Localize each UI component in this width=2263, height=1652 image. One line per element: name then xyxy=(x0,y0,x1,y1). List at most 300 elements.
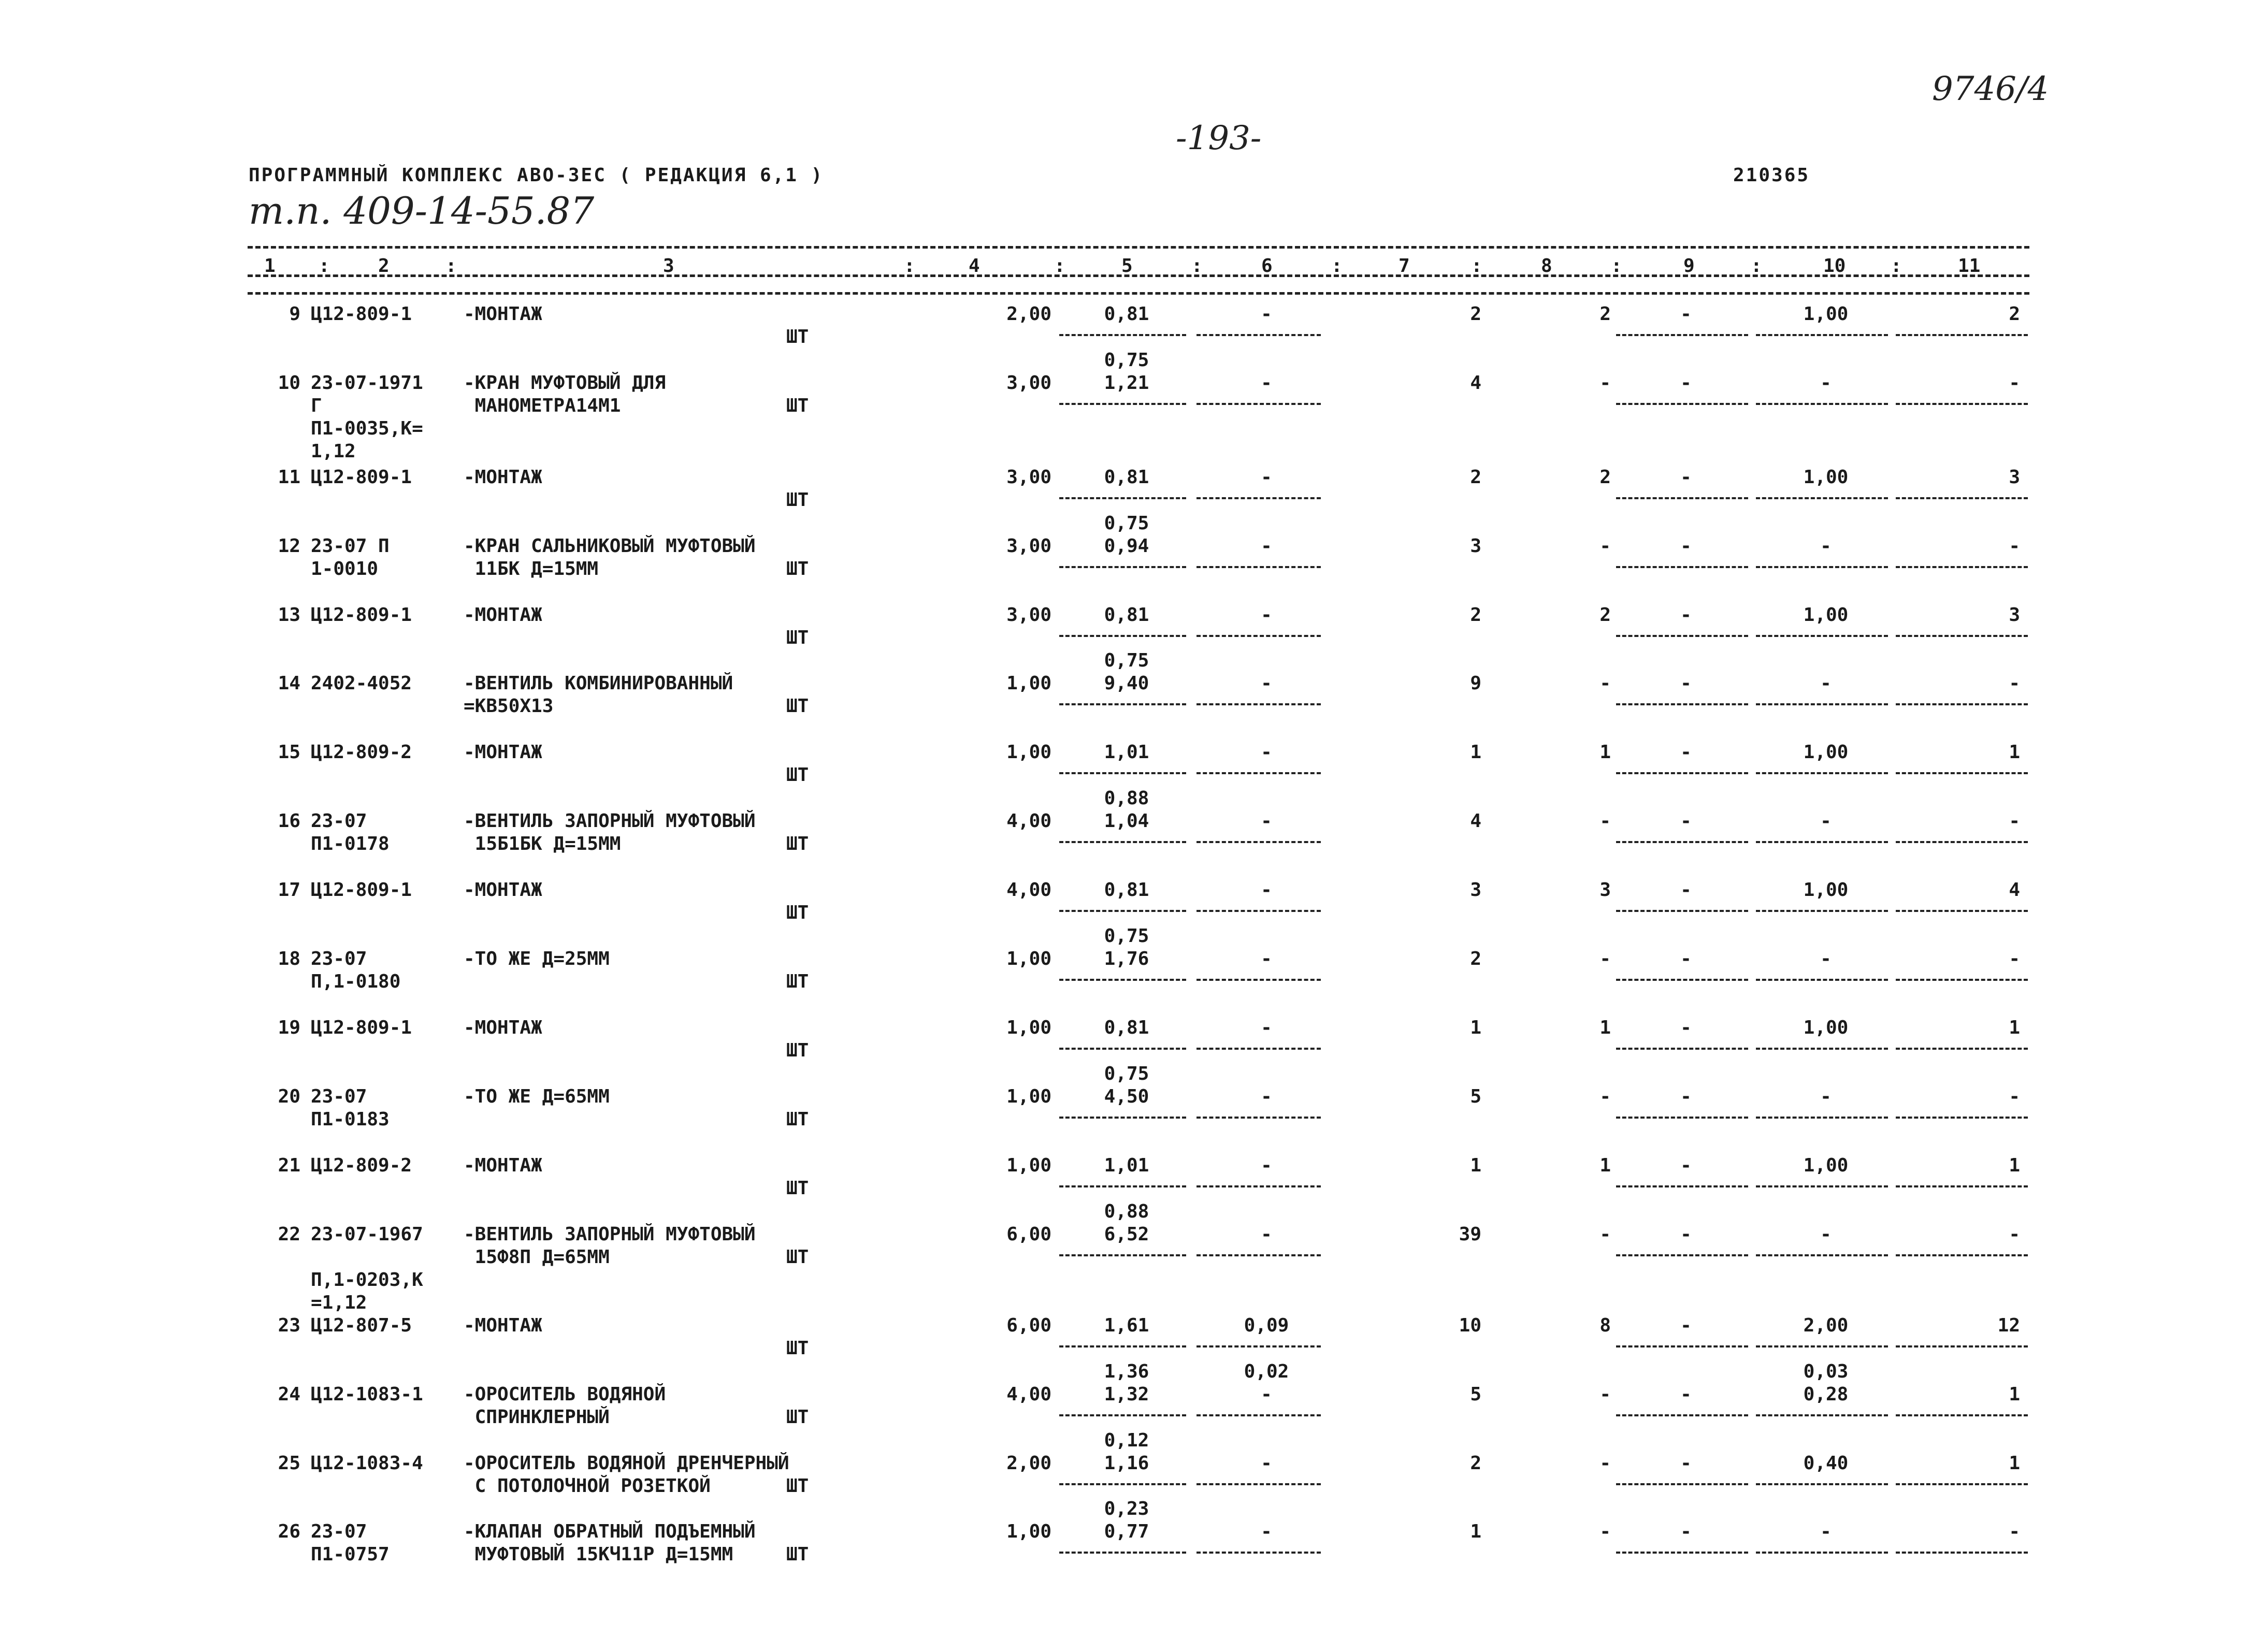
col11-value: 4 xyxy=(2009,879,2020,901)
col9-value: - xyxy=(1680,810,1692,832)
col7-value: 2 xyxy=(1470,948,1481,969)
unit-cell: ШТ xyxy=(786,1407,809,1428)
quantity-cell: 3,00 xyxy=(1006,467,1051,488)
col6-value: 0,09 xyxy=(1244,1315,1289,1336)
column-separator: : xyxy=(445,255,457,277)
col9-value: - xyxy=(1680,467,1692,488)
cell-underline xyxy=(1059,703,1186,705)
cell-underline xyxy=(1197,703,1321,705)
quantity-cell: 1,00 xyxy=(1006,742,1051,763)
cell-underline xyxy=(1756,1185,1888,1187)
cell-underline xyxy=(1059,403,1186,405)
cell-underline xyxy=(1197,403,1321,405)
quantity-cell: 1,00 xyxy=(1006,1521,1051,1542)
row-number: 12 xyxy=(278,535,300,557)
cell-underline xyxy=(1059,1552,1186,1554)
cell-underline xyxy=(1059,772,1186,774)
code-cell: Ц12-1083-1 xyxy=(311,1384,423,1405)
col10-value: - xyxy=(1820,948,1832,969)
quantity-cell: 2,00 xyxy=(1006,1453,1051,1474)
unit-cell: ШТ xyxy=(786,1247,809,1268)
col8-value: - xyxy=(1599,1224,1611,1245)
cell-underline xyxy=(1756,1048,1888,1050)
column-separator: : xyxy=(1611,255,1622,277)
cell-underline xyxy=(1896,1483,2028,1485)
code-cell: 2402-4052 xyxy=(311,673,412,694)
cell-underline xyxy=(1197,841,1321,843)
col5-value: 0,81 xyxy=(1104,604,1149,626)
col9-value: - xyxy=(1680,1155,1692,1176)
name-cell: -МОНТАЖ xyxy=(464,604,542,626)
cell-underline xyxy=(1616,1483,1748,1485)
col11-value: 3 xyxy=(2009,467,2020,488)
cell-underline xyxy=(1616,1254,1748,1256)
column-header-6: 6 xyxy=(1261,255,1273,277)
cell-underline xyxy=(1059,1414,1186,1416)
col8-value: 1 xyxy=(1599,742,1611,763)
cell-underline xyxy=(1059,1345,1186,1347)
name-cell: -ВЕНТИЛЬ ЗАПОРНЫЙ МУФТОВЫЙ 15Б1БК Д=15ММ xyxy=(464,810,756,854)
col5-value: 6,52 xyxy=(1104,1224,1149,1245)
column-header-5: 5 xyxy=(1121,255,1133,277)
cell-underline xyxy=(1197,334,1321,336)
col11-value: - xyxy=(2009,810,2020,832)
cell-underline xyxy=(1896,1185,2028,1187)
cell-underline xyxy=(1896,772,2028,774)
col10-value: 1,00 xyxy=(1803,1155,1849,1176)
col8-value: - xyxy=(1599,948,1611,969)
unit-cell: ШТ xyxy=(786,558,809,579)
col11-value: 1 xyxy=(2009,1384,2020,1405)
col7-value: 5 xyxy=(1470,1384,1481,1405)
col5-value: 1,01 xyxy=(1104,742,1149,763)
col9-value: - xyxy=(1680,1384,1692,1405)
quantity-cell: 4,00 xyxy=(1006,879,1051,901)
cell-underline xyxy=(1616,1414,1748,1416)
col9-value: - xyxy=(1680,1224,1692,1245)
program-title: ПРОГРАММНЫЙ КОМПЛЕКС АВО-3ЕС ( РЕДАКЦИЯ 6,1 ) xyxy=(249,165,824,186)
cell-underline xyxy=(1616,910,1748,912)
col11-value: - xyxy=(2009,1086,2020,1107)
cell-underline xyxy=(1059,1185,1186,1187)
cell-underline xyxy=(1896,1552,2028,1554)
col5-value: 0,81 xyxy=(1104,879,1149,901)
col5-value: 1,21 xyxy=(1104,372,1149,394)
unit-cell: ШТ xyxy=(786,1109,809,1130)
col8-value: 1 xyxy=(1599,1017,1611,1038)
name-cell: -КЛАПАН ОБРАТНЫЙ ПОДЪЕМНЫЙ МУФТОВЫЙ 15КЧ11Р Д=15ММ xyxy=(464,1521,756,1565)
col11-value: - xyxy=(2009,1521,2020,1542)
cell-underline xyxy=(1896,334,2028,336)
cell-underline xyxy=(1616,1552,1748,1554)
col7-value: 10 xyxy=(1459,1315,1481,1336)
col11-value: - xyxy=(2009,1224,2020,1245)
col7-value: 1 xyxy=(1470,1017,1481,1038)
col10-value: - xyxy=(1820,1086,1832,1107)
col5-value: 0,77 xyxy=(1104,1521,1149,1542)
column-separator: : xyxy=(1191,255,1203,277)
cell-underline xyxy=(1896,635,2028,637)
col10-value: - xyxy=(1820,535,1832,557)
unit-cell: ШТ xyxy=(786,764,809,786)
row-number: 22 xyxy=(278,1224,300,1245)
cell-underline xyxy=(1197,910,1321,912)
col6-value: - xyxy=(1261,372,1272,394)
col9-value: - xyxy=(1680,1017,1692,1038)
col11-value: 12 xyxy=(1997,1315,2020,1336)
col6-value: - xyxy=(1261,948,1272,969)
cell-underline xyxy=(1197,566,1321,568)
cell-underline xyxy=(1756,635,1888,637)
col11-value: - xyxy=(2009,372,2020,394)
page-number: -193- xyxy=(1176,119,1262,157)
cell-underline xyxy=(1756,979,1888,981)
col5-top-value: 0,88 xyxy=(1104,1201,1149,1222)
col5-value: 1,61 xyxy=(1104,1315,1149,1336)
cell-underline xyxy=(1756,703,1888,705)
column-separator: : xyxy=(904,255,915,277)
col6-value: - xyxy=(1261,604,1272,626)
cell-underline xyxy=(1059,1254,1186,1256)
col7-value: 3 xyxy=(1470,535,1481,557)
cell-underline xyxy=(1896,403,2028,405)
row-number: 23 xyxy=(278,1315,300,1336)
col7-value: 4 xyxy=(1470,372,1481,394)
col7-value: 2 xyxy=(1470,467,1481,488)
cell-underline xyxy=(1616,703,1748,705)
unit-cell: ШТ xyxy=(786,1338,809,1359)
name-cell: -ОРОСИТЕЛЬ ВОДЯНОЙ СПРИНКЛЕРНЫЙ xyxy=(464,1384,666,1428)
cell-underline xyxy=(1059,566,1186,568)
cell-underline xyxy=(1059,841,1186,843)
cell-underline xyxy=(1896,566,2028,568)
col8-value: - xyxy=(1599,535,1611,557)
code-cell: Ц12-809-1 xyxy=(311,303,412,325)
code-cell: 23-07-1971 Г П1-0035,К= 1,12 xyxy=(311,372,423,462)
cell-underline xyxy=(1197,1414,1321,1416)
col7-value: 1 xyxy=(1470,1155,1481,1176)
quantity-cell: 1,00 xyxy=(1006,1017,1051,1038)
project-code: т.п. 409-14-55.87 xyxy=(249,189,595,233)
col10-value: 1,00 xyxy=(1803,467,1849,488)
col6-value: - xyxy=(1261,879,1272,901)
col11-value: - xyxy=(2009,948,2020,969)
cell-underline xyxy=(1616,334,1748,336)
column-header-9: 9 xyxy=(1683,255,1695,277)
cell-underline xyxy=(1197,635,1321,637)
col5-top-value: 0,23 xyxy=(1104,1498,1149,1519)
column-separator: : xyxy=(319,255,330,277)
col5-top-value: 0,75 xyxy=(1104,1063,1149,1084)
cell-underline xyxy=(1059,1117,1186,1119)
col7-value: 5 xyxy=(1470,1086,1481,1107)
name-cell: -ТО ЖЕ Д=25ММ xyxy=(464,948,610,969)
col10-value: 0,28 xyxy=(1803,1384,1849,1405)
cell-underline xyxy=(1059,497,1186,499)
col6-value: - xyxy=(1261,1453,1272,1474)
col6-value: - xyxy=(1261,673,1272,694)
col6-top-value: 0,02 xyxy=(1244,1361,1289,1382)
col9-value: - xyxy=(1680,1521,1692,1542)
col6-value: - xyxy=(1261,1384,1272,1405)
col11-value: 1 xyxy=(2009,1453,2020,1474)
cell-underline xyxy=(1197,1185,1321,1187)
code-cell: Ц12-809-2 xyxy=(311,1155,412,1176)
row-number: 25 xyxy=(278,1453,300,1474)
cell-underline xyxy=(1756,566,1888,568)
col11-value: 1 xyxy=(2009,1155,2020,1176)
quantity-cell: 4,00 xyxy=(1006,810,1051,832)
document-code: 9746/4 xyxy=(1932,70,2049,108)
row-number: 20 xyxy=(278,1086,300,1107)
cell-underline xyxy=(1896,1345,2028,1347)
cell-underline xyxy=(1197,772,1321,774)
code-cell: 23-07 П 1-0010 xyxy=(311,535,390,579)
name-cell: -ВЕНТИЛЬ ЗАПОРНЫЙ МУФТОВЫЙ 15Ф8П Д=65ММ xyxy=(464,1224,756,1268)
header-bottom-rule-2 xyxy=(248,292,2029,295)
col5-value: 1,32 xyxy=(1104,1384,1149,1405)
unit-cell: ШТ xyxy=(786,395,809,416)
cell-underline xyxy=(1197,1483,1321,1485)
unit-cell: ШТ xyxy=(786,1178,809,1199)
col10-value: 1,00 xyxy=(1803,1017,1849,1038)
name-cell: -МОНТАЖ xyxy=(464,467,542,488)
col10-top-value: 0,03 xyxy=(1803,1361,1849,1382)
name-cell: -ВЕНТИЛЬ КОМБИНИРОВАННЫЙ =КВ50Х13 xyxy=(464,673,733,717)
row-number: 9 xyxy=(289,303,300,325)
col11-value: - xyxy=(2009,535,2020,557)
cell-underline xyxy=(1059,979,1186,981)
row-number: 18 xyxy=(278,948,300,969)
cell-underline xyxy=(1197,1048,1321,1050)
cell-underline xyxy=(1197,1345,1321,1347)
cell-underline xyxy=(1616,1048,1748,1050)
cell-underline xyxy=(1896,979,2028,981)
cell-underline xyxy=(1616,979,1748,981)
quantity-cell: 1,00 xyxy=(1006,1086,1051,1107)
unit-cell: ШТ xyxy=(786,1040,809,1061)
name-cell: -МОНТАЖ xyxy=(464,879,542,901)
col5-top-value: 0,12 xyxy=(1104,1430,1149,1451)
cell-underline xyxy=(1197,979,1321,981)
cell-underline xyxy=(1896,1048,2028,1050)
col7-value: 4 xyxy=(1470,810,1481,832)
col8-value: - xyxy=(1599,372,1611,394)
quantity-cell: 3,00 xyxy=(1006,372,1051,394)
row-number: 16 xyxy=(278,810,300,832)
unit-cell: ШТ xyxy=(786,326,809,347)
col5-top-value: 0,75 xyxy=(1104,650,1149,671)
cell-underline xyxy=(1059,1048,1186,1050)
column-separator: : xyxy=(1471,255,1482,277)
col10-value: - xyxy=(1820,372,1832,394)
cell-underline xyxy=(1756,910,1888,912)
quantity-cell: 3,00 xyxy=(1006,535,1051,557)
col5-value: 4,50 xyxy=(1104,1086,1149,1107)
row-number: 24 xyxy=(278,1384,300,1405)
quantity-cell: 4,00 xyxy=(1006,1384,1051,1405)
col8-value: - xyxy=(1599,1086,1611,1107)
col9-value: - xyxy=(1680,303,1692,325)
col9-value: - xyxy=(1680,948,1692,969)
code-cell: Ц12-809-2 xyxy=(311,742,412,763)
name-cell: -КРАН МУФТОВЫЙ ДЛЯ МАНОМЕТРА14М1 xyxy=(464,372,666,416)
col7-value: 1 xyxy=(1470,1521,1481,1542)
row-number: 11 xyxy=(278,467,300,488)
col10-value: - xyxy=(1820,1224,1832,1245)
cell-underline xyxy=(1616,566,1748,568)
column-header-2: 2 xyxy=(378,255,390,277)
col5-value: 0,81 xyxy=(1104,467,1149,488)
col10-value: 1,00 xyxy=(1803,604,1849,626)
unit-cell: ШТ xyxy=(786,695,809,717)
col6-value: - xyxy=(1261,1224,1272,1245)
table-top-rule xyxy=(248,246,2029,249)
cell-underline xyxy=(1756,772,1888,774)
cell-underline xyxy=(1059,1483,1186,1485)
col10-value: 2,00 xyxy=(1803,1315,1849,1336)
col5-top-value: 0,75 xyxy=(1104,350,1149,371)
col5-top-value: 1,36 xyxy=(1104,1361,1149,1382)
cell-underline xyxy=(1896,841,2028,843)
cell-underline xyxy=(1616,1117,1748,1119)
col8-value: 8 xyxy=(1599,1315,1611,1336)
col5-value: 1,76 xyxy=(1104,948,1149,969)
col5-value: 0,94 xyxy=(1104,535,1149,557)
col10-value: 0,40 xyxy=(1803,1453,1849,1474)
quantity-cell: 2,00 xyxy=(1006,303,1051,325)
col10-value: 1,00 xyxy=(1803,303,1849,325)
row-number: 21 xyxy=(278,1155,300,1176)
col7-value: 9 xyxy=(1470,673,1481,694)
col9-value: - xyxy=(1680,535,1692,557)
column-header-11: 11 xyxy=(1958,255,1981,277)
code-cell: Ц12-807-5 xyxy=(311,1315,412,1336)
col10-value: - xyxy=(1820,1521,1832,1542)
cell-underline xyxy=(1896,1254,2028,1256)
col5-top-value: 0,75 xyxy=(1104,513,1149,534)
col5-value: 0,81 xyxy=(1104,303,1149,325)
row-number: 19 xyxy=(278,1017,300,1038)
row-number: 26 xyxy=(278,1521,300,1542)
col6-value: - xyxy=(1261,467,1272,488)
row-number: 14 xyxy=(278,673,300,694)
cell-underline xyxy=(1756,1483,1888,1485)
cell-underline xyxy=(1756,1552,1888,1554)
col5-value: 0,81 xyxy=(1104,1017,1149,1038)
column-header-4: 4 xyxy=(969,255,980,277)
cell-underline xyxy=(1756,1254,1888,1256)
cell-underline xyxy=(1896,1117,2028,1119)
column-header-1: 1 xyxy=(264,255,276,277)
quantity-cell: 6,00 xyxy=(1006,1224,1051,1245)
cell-underline xyxy=(1616,403,1748,405)
cell-underline xyxy=(1059,334,1186,336)
quantity-cell: 1,00 xyxy=(1006,673,1051,694)
cell-underline xyxy=(1756,1414,1888,1416)
col6-value: - xyxy=(1261,742,1272,763)
col7-value: 39 xyxy=(1459,1224,1481,1245)
cell-underline xyxy=(1756,1345,1888,1347)
unit-cell: ШТ xyxy=(786,489,809,511)
col7-value: 3 xyxy=(1470,879,1481,901)
document-number: 210365 xyxy=(1733,165,1810,186)
cell-underline xyxy=(1616,1345,1748,1347)
cell-underline xyxy=(1616,772,1748,774)
col5-top-value: 0,88 xyxy=(1104,788,1149,809)
name-cell: -МОНТАЖ xyxy=(464,742,542,763)
col8-value: 3 xyxy=(1599,879,1611,901)
col10-value: 1,00 xyxy=(1803,879,1849,901)
col8-value: - xyxy=(1599,673,1611,694)
cell-underline xyxy=(1059,910,1186,912)
col5-value: 1,04 xyxy=(1104,810,1149,832)
name-cell: -МОНТАЖ xyxy=(464,1315,542,1336)
col8-value: - xyxy=(1599,1521,1611,1542)
cell-underline xyxy=(1197,1552,1321,1554)
col7-value: 1 xyxy=(1470,742,1481,763)
name-cell: -МОНТАЖ xyxy=(464,1155,542,1176)
cell-underline xyxy=(1756,1117,1888,1119)
col10-value: - xyxy=(1820,673,1832,694)
col8-value: 2 xyxy=(1599,604,1611,626)
col9-value: - xyxy=(1680,372,1692,394)
code-cell: Ц12-1083-4 xyxy=(311,1453,423,1474)
name-cell: -МОНТАЖ xyxy=(464,303,542,325)
cell-underline xyxy=(1896,1414,2028,1416)
unit-cell: ШТ xyxy=(786,902,809,923)
column-separator: : xyxy=(1054,255,1065,277)
col9-value: - xyxy=(1680,879,1692,901)
column-header-10: 10 xyxy=(1823,255,1846,277)
cell-underline xyxy=(1616,841,1748,843)
cell-underline xyxy=(1896,703,2028,705)
col9-value: - xyxy=(1680,1315,1692,1336)
col6-value: - xyxy=(1261,535,1272,557)
code-cell: 23-07 П,1-0180 xyxy=(311,948,401,992)
cell-underline xyxy=(1197,1254,1321,1256)
cell-underline xyxy=(1896,910,2028,912)
col8-value: - xyxy=(1599,1384,1611,1405)
col5-value: 1,01 xyxy=(1104,1155,1149,1176)
code-cell: Ц12-809-1 xyxy=(311,1017,412,1038)
col7-value: 2 xyxy=(1470,1453,1481,1474)
quantity-cell: 6,00 xyxy=(1006,1315,1051,1336)
cell-underline xyxy=(1616,1185,1748,1187)
cell-underline xyxy=(1616,635,1748,637)
cell-underline xyxy=(1197,497,1321,499)
code-cell: 23-07 П1-0757 xyxy=(311,1521,390,1565)
cell-underline xyxy=(1756,841,1888,843)
col6-value: - xyxy=(1261,1155,1272,1176)
col7-value: 2 xyxy=(1470,604,1481,626)
col11-value: - xyxy=(2009,673,2020,694)
col8-value: - xyxy=(1599,1453,1611,1474)
cell-underline xyxy=(1756,334,1888,336)
col5-value: 1,16 xyxy=(1104,1453,1149,1474)
col11-value: 2 xyxy=(2009,303,2020,325)
col9-value: - xyxy=(1680,673,1692,694)
col7-value: 2 xyxy=(1470,303,1481,325)
row-number: 15 xyxy=(278,742,300,763)
code-cell: 23-07 П1-0183 xyxy=(311,1086,390,1130)
col9-value: - xyxy=(1680,604,1692,626)
unit-cell: ШТ xyxy=(786,627,809,648)
col11-value: 1 xyxy=(2009,742,2020,763)
code-cell: 23-07 П1-0178 xyxy=(311,810,390,854)
col9-value: - xyxy=(1680,1086,1692,1107)
col9-value: - xyxy=(1680,1453,1692,1474)
